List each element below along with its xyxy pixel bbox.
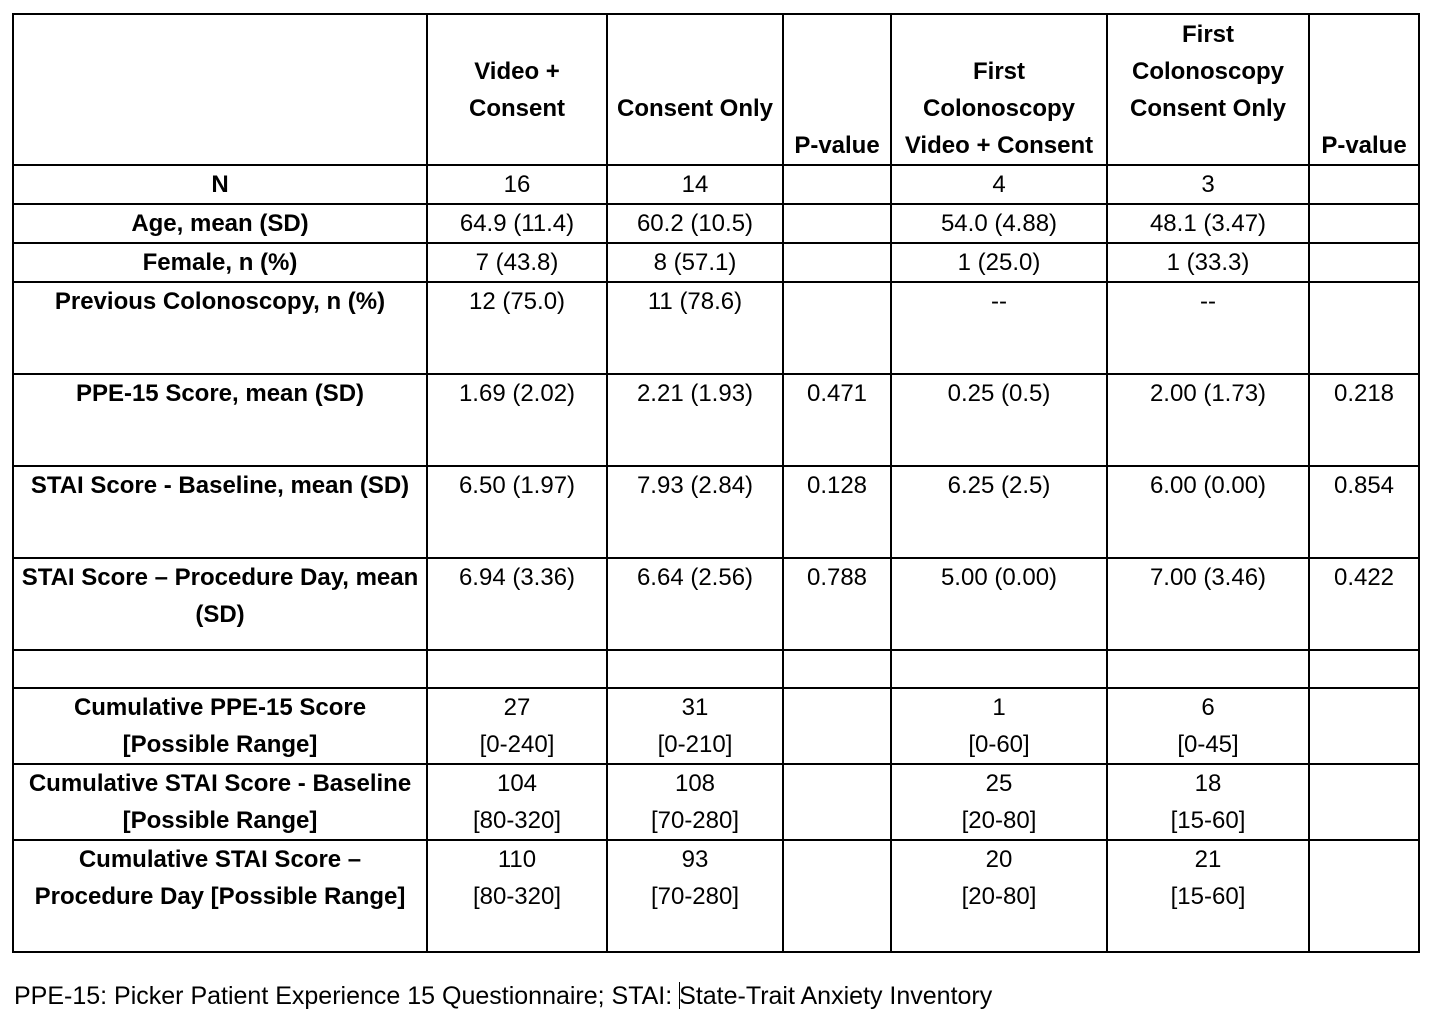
table-cell: 2.00 (1.73) bbox=[1107, 374, 1309, 466]
table-cell: 48.1 (3.47) bbox=[1107, 204, 1309, 243]
table-row bbox=[13, 466, 1419, 558]
row-label: Previous Colonoscopy, n (%) bbox=[13, 282, 427, 374]
table-cell: 93 [70-280] bbox=[607, 840, 783, 952]
table-cell: 14 bbox=[607, 165, 783, 204]
table-cell: 60.2 (10.5) bbox=[607, 204, 783, 243]
table-cell bbox=[1309, 764, 1419, 840]
row-label: PPE-15 Score, mean (SD) bbox=[13, 374, 427, 466]
table-cell bbox=[1309, 165, 1419, 204]
table-cell: 1 [0-60] bbox=[891, 688, 1107, 764]
table-row bbox=[13, 840, 1419, 952]
header-cell-p-value: P-value bbox=[783, 14, 891, 165]
row-label: STAI Score – Procedure Day, mean (SD) bbox=[13, 558, 427, 650]
table-cell: 54.0 (4.88) bbox=[891, 204, 1107, 243]
table-cell bbox=[1309, 840, 1419, 952]
table-cell bbox=[783, 688, 891, 764]
row-label: Age, mean (SD) bbox=[13, 204, 427, 243]
table-cell bbox=[891, 650, 1107, 688]
table-cell: 16 bbox=[427, 165, 607, 204]
table-body bbox=[13, 165, 1419, 952]
table-cell: 8 (57.1) bbox=[607, 243, 783, 282]
table-cell bbox=[427, 650, 607, 688]
table-cell bbox=[783, 764, 891, 840]
table-cell: 104 [80-320] bbox=[427, 764, 607, 840]
table-cell: 0.25 (0.5) bbox=[891, 374, 1107, 466]
table-row bbox=[13, 688, 1419, 764]
table-row bbox=[13, 650, 1419, 688]
header-cell-label bbox=[13, 14, 427, 165]
table-cell: 0.788 bbox=[783, 558, 891, 650]
row-label bbox=[13, 650, 427, 688]
table-cell: 0.128 bbox=[783, 466, 891, 558]
table-cell: 6 [0-45] bbox=[1107, 688, 1309, 764]
table-cell: 4 bbox=[891, 165, 1107, 204]
table-cell: 0.471 bbox=[783, 374, 891, 466]
table-cell: 12 (75.0) bbox=[427, 282, 607, 374]
table-cell: 1.69 (2.02) bbox=[427, 374, 607, 466]
table-cell bbox=[783, 840, 891, 952]
table-cell bbox=[1309, 688, 1419, 764]
header-cell-p-value-first: P-value bbox=[1309, 14, 1419, 165]
table-cell: 18 [15-60] bbox=[1107, 764, 1309, 840]
table-cell: 0.218 bbox=[1309, 374, 1419, 466]
header-cell-consent-only: Consent Only bbox=[607, 14, 783, 165]
row-label: Cumulative STAI Score - Baseline [Possible Range] bbox=[13, 764, 427, 840]
footnote-text-1: PPE-15: Picker Patient Experience 15 Questionnaire; STAI: bbox=[14, 982, 680, 1010]
table-cell: 108 [70-280] bbox=[607, 764, 783, 840]
table-cell: 0.422 bbox=[1309, 558, 1419, 650]
table-cell bbox=[1309, 650, 1419, 688]
table-cell: 31 [0-210] bbox=[607, 688, 783, 764]
table-cell: 25 [20-80] bbox=[891, 764, 1107, 840]
table-cell: 6.64 (2.56) bbox=[607, 558, 783, 650]
table-cell: 0.854 bbox=[1309, 466, 1419, 558]
table-cell: 6.94 (3.36) bbox=[427, 558, 607, 650]
table-cell: 1 (25.0) bbox=[891, 243, 1107, 282]
table-cell: 20 [20-80] bbox=[891, 840, 1107, 952]
table-cell: 6.00 (0.00) bbox=[1107, 466, 1309, 558]
table-cell: -- bbox=[891, 282, 1107, 374]
table-cell: 1 (33.3) bbox=[1107, 243, 1309, 282]
table-cell: 11 (78.6) bbox=[607, 282, 783, 374]
table-cell bbox=[783, 243, 891, 282]
table-row bbox=[13, 282, 1419, 374]
table-cell bbox=[783, 165, 891, 204]
table-cell bbox=[1107, 650, 1309, 688]
row-label: Female, n (%) bbox=[13, 243, 427, 282]
table-cell: 27 [0-240] bbox=[427, 688, 607, 764]
table-cell bbox=[1309, 243, 1419, 282]
table-cell: 6.25 (2.5) bbox=[891, 466, 1107, 558]
footnote bbox=[14, 982, 992, 1011]
table-cell: -- bbox=[1107, 282, 1309, 374]
table-cell: 2.21 (1.93) bbox=[607, 374, 783, 466]
table-row bbox=[13, 764, 1419, 840]
row-label: Cumulative STAI Score – Procedure Day [Possible Range] bbox=[13, 840, 427, 952]
table-cell bbox=[783, 282, 891, 374]
table-cell bbox=[1309, 282, 1419, 374]
row-label: N bbox=[13, 165, 427, 204]
table-cell: 7 (43.8) bbox=[427, 243, 607, 282]
table-cell: 5.00 (0.00) bbox=[891, 558, 1107, 650]
table-cell bbox=[607, 650, 783, 688]
footnote-text-2: State-Trait Anxiety Inventory bbox=[679, 982, 993, 1010]
row-label: STAI Score - Baseline, mean (SD) bbox=[13, 466, 427, 558]
table-cell: 3 bbox=[1107, 165, 1309, 204]
table-row bbox=[13, 204, 1419, 243]
table-row bbox=[13, 558, 1419, 650]
table-cell: 7.93 (2.84) bbox=[607, 466, 783, 558]
header-row bbox=[13, 14, 1419, 165]
row-label: Cumulative PPE-15 Score [Possible Range] bbox=[13, 688, 427, 764]
table-cell: 110 [80-320] bbox=[427, 840, 607, 952]
table-row bbox=[13, 243, 1419, 282]
table-row bbox=[13, 374, 1419, 466]
header-cell-video-consent: Video + Consent bbox=[427, 14, 607, 165]
table-cell bbox=[1309, 204, 1419, 243]
table-cell: 6.50 (1.97) bbox=[427, 466, 607, 558]
table-cell bbox=[783, 204, 891, 243]
header-cell-first-consent-only: First Colonoscopy Consent Only bbox=[1107, 14, 1309, 165]
table-cell: 64.9 (11.4) bbox=[427, 204, 607, 243]
results-table bbox=[12, 13, 1420, 953]
table-row bbox=[13, 165, 1419, 204]
table-cell: 21 [15-60] bbox=[1107, 840, 1309, 952]
table-cell bbox=[783, 650, 891, 688]
header-cell-first-video-consent: First Colonoscopy Video + Consent bbox=[891, 14, 1107, 165]
table-cell: 7.00 (3.46) bbox=[1107, 558, 1309, 650]
